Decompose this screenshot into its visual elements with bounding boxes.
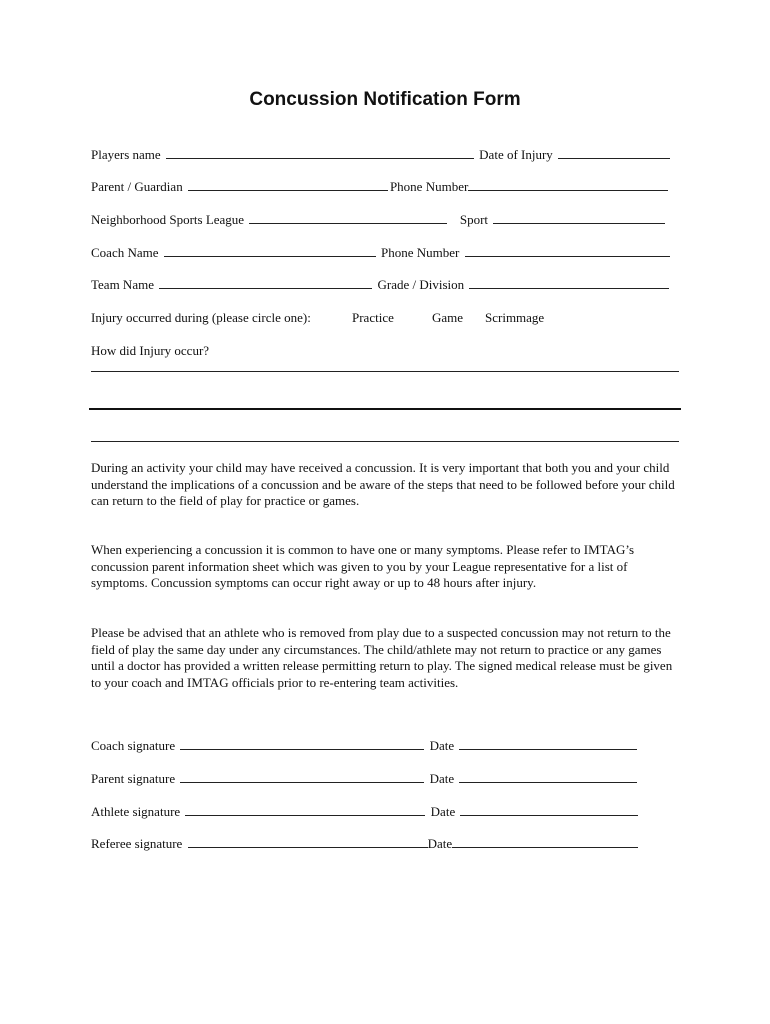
guardian-row (91, 179, 668, 195)
parent-guardian-label: Parent / Guardian (91, 179, 183, 194)
coach-signature-row (91, 738, 639, 754)
coach-phone-field[interactable] (465, 245, 670, 257)
parent-date-field[interactable] (459, 771, 637, 783)
grade-division-label: Grade / Division (377, 277, 465, 292)
page-title: Concussion Notification Form (249, 89, 521, 110)
league-field[interactable] (249, 212, 447, 224)
option-practice[interactable]: Practice (352, 310, 394, 325)
parent-signature-row (91, 771, 639, 787)
date-label: Date (429, 771, 455, 786)
parent-signature-field[interactable] (180, 771, 424, 783)
athlete-signature-field[interactable] (185, 804, 425, 816)
parent-signature-label: Parent signature (91, 771, 176, 786)
coach-name-label: Coach Name (91, 245, 159, 260)
date-label: Date (429, 738, 455, 753)
coach-signature-field[interactable] (180, 738, 424, 750)
how-injury-line-1[interactable] (91, 371, 679, 372)
option-game[interactable]: Game (432, 310, 464, 325)
phone-number-field[interactable] (468, 179, 668, 191)
paragraph-2: When experiencing a concussion it is common to have one or many symptoms. Please refer to IMTAG’s concussion parent information sheet which was given to you by your League representative for a list of symptoms. Concussion symptoms can occur right away or up to 48 hours after injury. (91, 542, 635, 590)
option-scrimmage[interactable]: Scrimmage (485, 310, 545, 325)
coach-signature-label: Coach signature (91, 738, 176, 753)
players-name-field[interactable] (166, 147, 474, 159)
injury-occurred-label: Injury occurred during (please circle one): (91, 310, 311, 325)
coach-phone-label: Phone Number (381, 245, 460, 260)
divider (89, 408, 681, 410)
athlete-signature-row (91, 804, 640, 820)
team-name-label: Team Name (91, 277, 154, 292)
league-label: Neighborhood Sports League (91, 212, 245, 227)
how-injury-line-2[interactable] (91, 441, 679, 442)
team-row (91, 277, 671, 293)
date-of-injury-label: Date of Injury (479, 147, 553, 162)
coach-date-field[interactable] (459, 738, 637, 750)
referee-signature-row (91, 836, 638, 852)
team-name-field[interactable] (159, 277, 372, 289)
injury-type-row (91, 310, 311, 326)
sport-label: Sport (459, 212, 489, 227)
how-injury-label: How did Injury occur? (91, 343, 210, 358)
referee-signature-field[interactable] (188, 836, 428, 848)
coach-name-field[interactable] (164, 245, 376, 257)
athlete-signature-label: Athlete signature (91, 804, 181, 819)
referee-signature-label: Referee signature (91, 836, 183, 851)
phone-number-label: Phone Number (389, 179, 469, 194)
players-row (91, 147, 672, 163)
paragraph-1: During an activity your child may have received a concussion. It is very important that both you and your child understand the implications of a concussion and be aware of the steps that need to be followed before your child can return to the field of play for practice or games. (91, 460, 675, 508)
coach-row (91, 245, 672, 261)
athlete-date-field[interactable] (460, 804, 638, 816)
grade-division-field[interactable] (469, 277, 669, 289)
league-row (91, 212, 667, 228)
date-of-injury-field[interactable] (558, 147, 670, 159)
referee-date-field[interactable] (452, 836, 638, 848)
date-label: Date (430, 804, 456, 819)
date-label: Date (427, 836, 453, 851)
sport-field[interactable] (493, 212, 665, 224)
paragraph-3: Please be advised that an athlete who is removed from play due to a suspected concussion may not return to the field of play the same day under any circumstances. The child/athlete may not return to practice or any games until a doctor has provided a written release permitting return to play. The signed medical release must be given to your coach and IMTAG officials prior to re-entering team activities. (91, 625, 673, 690)
parent-guardian-field[interactable] (188, 179, 388, 191)
players-name-label: Players name (91, 147, 161, 162)
